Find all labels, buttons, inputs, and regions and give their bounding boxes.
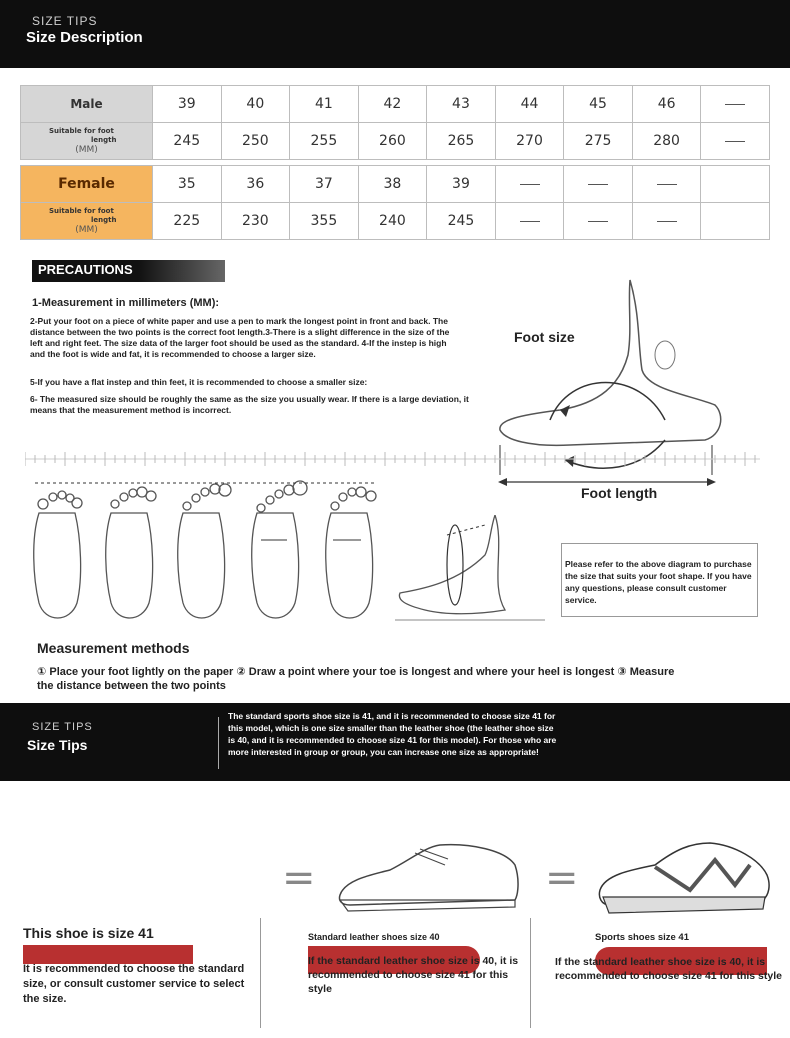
leather-heading: Standard leather shoes size 40 [308, 932, 440, 942]
dash-mark [520, 184, 540, 185]
male-length-cell: 270 [495, 123, 564, 160]
male-length-row [21, 123, 770, 160]
leather-text: If the standard leather shoe size is 40, it is recommended to choose size 41 for this style [308, 955, 519, 995]
female-length-label-cell [21, 203, 153, 240]
header-subtitle: SIZE TIPS [32, 14, 98, 28]
size-table [20, 85, 770, 240]
female-length-cell: 230 [221, 203, 290, 240]
sports-text: If the standard leather shoe size is 40, it is recommended to choose size 41 for this style [555, 956, 782, 982]
male-size-cell: 43 [427, 86, 496, 123]
female-length-cell: 240 [358, 203, 427, 240]
foot-size-label: Foot size [514, 329, 575, 345]
size-tips-banner [0, 703, 790, 781]
male-size-cell: 39 [153, 86, 222, 123]
precautions-title: PRECAUTIONS [32, 260, 225, 282]
empty-cell [632, 203, 701, 240]
female-length-cell: 245 [427, 203, 496, 240]
male-length-cell: 260 [358, 123, 427, 160]
female-size-row [21, 166, 770, 203]
empty-cell [495, 203, 564, 240]
female-label: Female [58, 176, 115, 192]
equals-sign-2: = [545, 855, 579, 901]
mm-label: (MM) [75, 225, 98, 235]
dash-mark [588, 184, 608, 185]
empty-cell [701, 203, 770, 240]
dash-mark [657, 221, 677, 222]
precaution-item-1: 1-Measurement in millimeters (MM): [32, 297, 220, 309]
precaution-item-2: 2-Put your foot on a piece of white paper and use a pen to mark the longest point in front and back. The distance between the two points is the correct foot length.3-There is a slight difference in the size of the left and right feet. The size data of the larger foot should be used as the standard. 4-If the instep is high and the foot is wide and fat, it is recommended to choose a larger size. [30, 316, 450, 359]
dash-mark [725, 104, 745, 105]
empty-cell [701, 166, 770, 203]
male-size-cell: 46 [632, 86, 701, 123]
empty-cell [701, 123, 770, 160]
empty-cell [701, 86, 770, 123]
precaution-item-6: 6- The measured size should be roughly the same as the size you usually wear. If there is a large deviation, it means that the measurement method is incorrect. [30, 394, 469, 415]
male-size-cell: 44 [495, 86, 564, 123]
sports-shoe-icon [595, 835, 775, 920]
suitable-label: Suitable for foot [49, 207, 114, 215]
precaution-item-5: 5-If you have a flat instep and thin feet, it is recommended to choose a smaller size: [30, 377, 368, 387]
mm-label: (MM) [75, 145, 98, 155]
male-size-cell: 45 [564, 86, 633, 123]
male-size-cell: 41 [290, 86, 359, 123]
compare-column-sports [555, 932, 785, 983]
foot-measure-illustration [395, 515, 555, 625]
suitable-label: Suitable for foot [49, 127, 114, 135]
this-shoe-text: It is recommended to choose the standard size, or consult customer service to select the size. [23, 963, 245, 1005]
ruler-scale [25, 448, 760, 470]
empty-cell [564, 166, 633, 203]
suitable-label-2: length [91, 216, 117, 224]
note-box: Please refer to the above diagram to purchase the size that suits your foot shape. If you have any questions, please consult customer service. [561, 543, 758, 617]
empty-cell [495, 166, 564, 203]
tips-divider [218, 717, 219, 769]
compare-column-this-shoe [23, 925, 253, 1007]
measurement-text: ① Place your foot lightly on the paper ② Draw a point where your toe is longest and where your heel is longest ③ Measure the distance between the two points [37, 666, 675, 692]
female-size-cell: 39 [427, 166, 496, 203]
male-length-cell: 275 [564, 123, 633, 160]
this-shoe-heading: This shoe is size 41 [23, 925, 154, 941]
tips-subtitle: SIZE TIPS [32, 721, 93, 733]
tips-text: The standard sports shoe size is 41, and it is recommended to choose size 41 for this model, which is one size smaller than the leather shoe (the leather shoe size is 40, and it is recommended to choose size 41 for this model). For those who are more interested in group or group, you can increase one size as appropriate! [228, 711, 557, 757]
top-header [0, 0, 790, 68]
sports-heading: Sports shoes size 41 [595, 932, 689, 943]
column-divider-1 [260, 918, 261, 1028]
male-size-row [21, 86, 770, 123]
male-size-cell: 42 [358, 86, 427, 123]
foot-length-label: Foot length [581, 485, 658, 501]
footprints-illustration [25, 478, 385, 628]
female-size-cell: 38 [358, 166, 427, 203]
male-label: Male [70, 97, 103, 111]
empty-cell [632, 166, 701, 203]
male-size-cell: 40 [221, 86, 290, 123]
equals-sign-1: = [282, 855, 316, 901]
female-length-row [21, 203, 770, 240]
male-length-cell: 265 [427, 123, 496, 160]
female-size-cell: 36 [221, 166, 290, 203]
header-title: Size Description [26, 29, 143, 46]
dash-mark [657, 184, 677, 185]
tips-title: Size Tips [27, 737, 88, 753]
male-label-cell [21, 86, 153, 123]
male-length-cell: 250 [221, 123, 290, 160]
column-divider-2 [530, 918, 531, 1028]
measurement-title: Measurement methods [37, 640, 190, 656]
dash-mark [725, 141, 745, 142]
male-length-cell: 245 [153, 123, 222, 160]
female-size-cell: 37 [290, 166, 359, 203]
male-length-cell: 280 [632, 123, 701, 160]
dash-mark [520, 221, 540, 222]
female-length-cell: 225 [153, 203, 222, 240]
foot-side-illustration [490, 275, 730, 475]
female-length-cell: 355 [290, 203, 359, 240]
male-length-cell: 255 [290, 123, 359, 160]
compare-column-leather [308, 932, 523, 996]
female-label-cell [21, 166, 153, 203]
leather-shoe-icon [330, 835, 530, 915]
male-length-label-cell [21, 123, 153, 160]
female-size-cell: 35 [153, 166, 222, 203]
empty-cell [564, 203, 633, 240]
suitable-label-2: length [91, 136, 117, 144]
dash-mark [588, 221, 608, 222]
